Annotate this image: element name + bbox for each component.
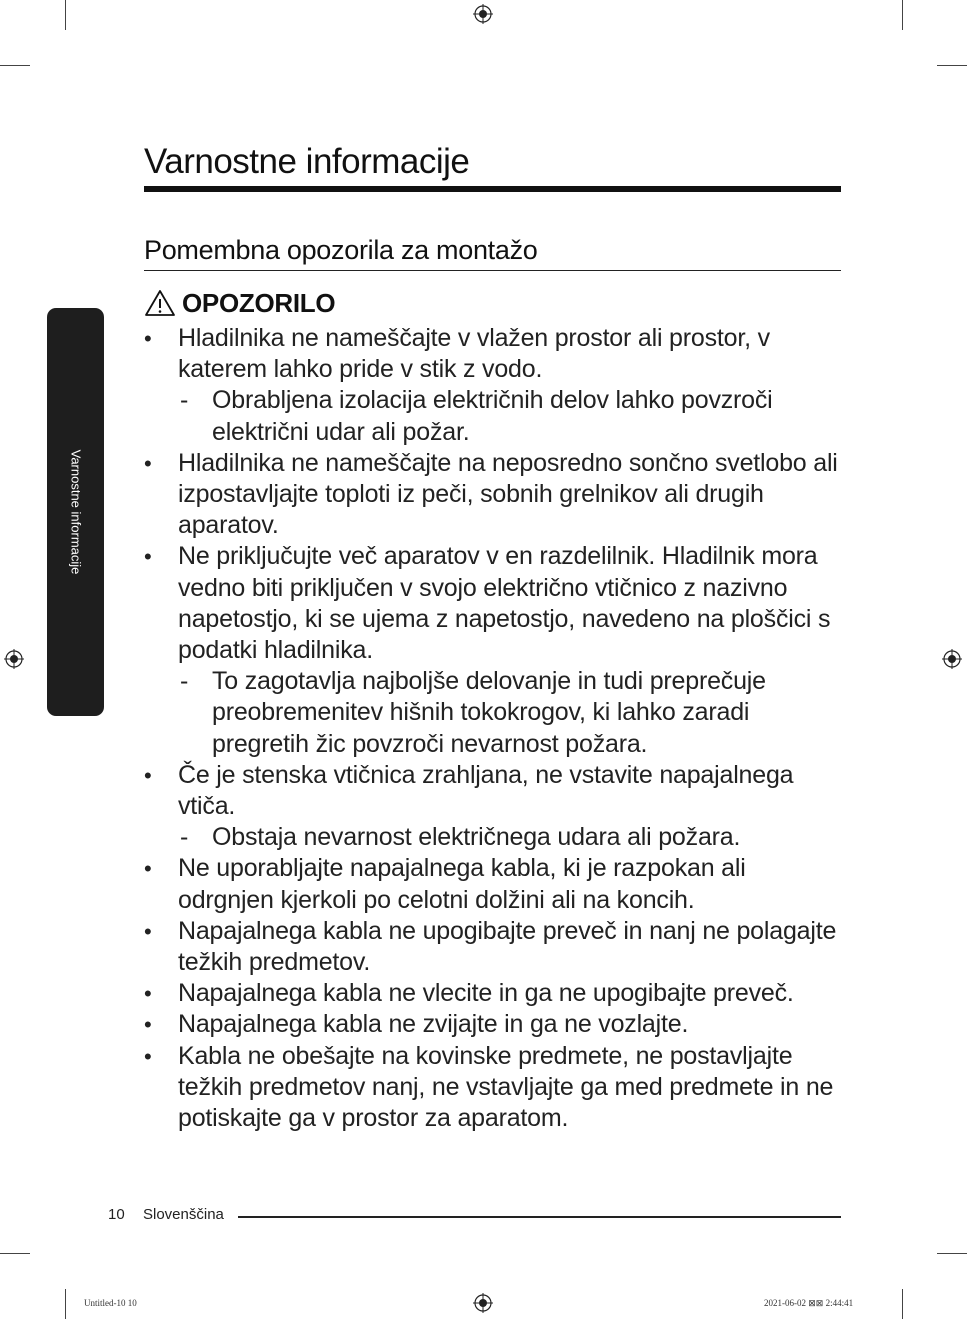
list-item: • Če je stenska vtičnica zrahljana, ne vstavite napajalnega vtiča. (144, 760, 841, 822)
warning-list (144, 323, 841, 1134)
list-item: • Hladilnika ne nameščajte v vlažen prostor ali prostor, v katerem lahko pride v stik z vodo. (144, 323, 841, 385)
list-item: • Napajalnega kabla ne zvijajte in ga ne vozlajte. (144, 1009, 841, 1040)
sub-list-item: - To zagotavlja najboljše delovanje in tudi preprečuje preobremenitev hišnih tokokrogov, ki lahko zaradi pregretih žic povzroči nevarnost požara. (144, 666, 841, 760)
list-item: • Napajalnega kabla ne upogibajte preveč in nanj ne polagajte težkih predmetov. (144, 916, 841, 978)
crop-mark (0, 1253, 30, 1254)
title-divider (144, 186, 841, 192)
registration-mark-icon (942, 649, 962, 669)
print-slug-right: 2021-06-02 ⊠⊠ 2:44:41 (764, 1298, 854, 1308)
list-item: • Ne uporabljajte napajalnega kabla, ki je razpokan ali odrgnjen kjerkoli po celotni dolžini ali na koncih. (144, 853, 841, 915)
warning-label: OPOZORILO (182, 287, 336, 318)
page-number: 10 (108, 1206, 125, 1223)
footer-language: Slovenščina (143, 1206, 224, 1223)
crop-mark (0, 65, 30, 66)
registration-mark-icon (4, 649, 24, 669)
registration-mark-icon (473, 4, 493, 24)
sub-list-item: - Obrabljena izolacija električnih delov lahko povzroči električni udar ali požar. (144, 385, 841, 447)
side-chapter-tab (47, 308, 104, 716)
page-title: Varnostne informacije (144, 142, 470, 181)
side-tab-label: Varnostne informacije (68, 449, 83, 575)
crop-mark (937, 65, 967, 66)
list-item: • Kabla ne obešajte na kovinske predmete, ne postavljajte težkih predmetov nanj, ne vstavljajte ga med predmete in ne potiskajte ga v prostor za aparatom. (144, 1041, 841, 1135)
section-heading: Pomembna opozorila za montažo (144, 235, 538, 265)
warning-header (144, 286, 335, 320)
list-item: • Ne priključujte več aparatov v en razdelilnik. Hladilnik mora vedno biti priključen v svojo električno vtičnico z nazivno napetostjo, ki se ujema z napetostjo, navedeno na ploščici s podatki hladilnika. (144, 541, 841, 666)
crop-mark (65, 0, 66, 30)
crop-mark (65, 1289, 66, 1319)
list-item: • Hladilnika ne nameščajte na neposredno sončno svetlobo ali izpostavljajte toploti iz peči, sobnih grelnikov ali drugih aparatov. (144, 448, 841, 542)
section-divider (144, 270, 841, 271)
sub-list-item: - Obstaja nevarnost električnega udara ali požara. (144, 822, 841, 853)
crop-mark (937, 1253, 967, 1254)
warning-triangle-icon (144, 289, 176, 317)
list-item: • Napajalnega kabla ne vlecite in ga ne upogibajte preveč. (144, 978, 841, 1009)
crop-mark (902, 0, 903, 30)
registration-mark-icon (473, 1293, 493, 1313)
print-slug-left: Untitled-10 10 (84, 1298, 137, 1308)
crop-mark (902, 1289, 903, 1319)
footer-divider (238, 1216, 841, 1218)
